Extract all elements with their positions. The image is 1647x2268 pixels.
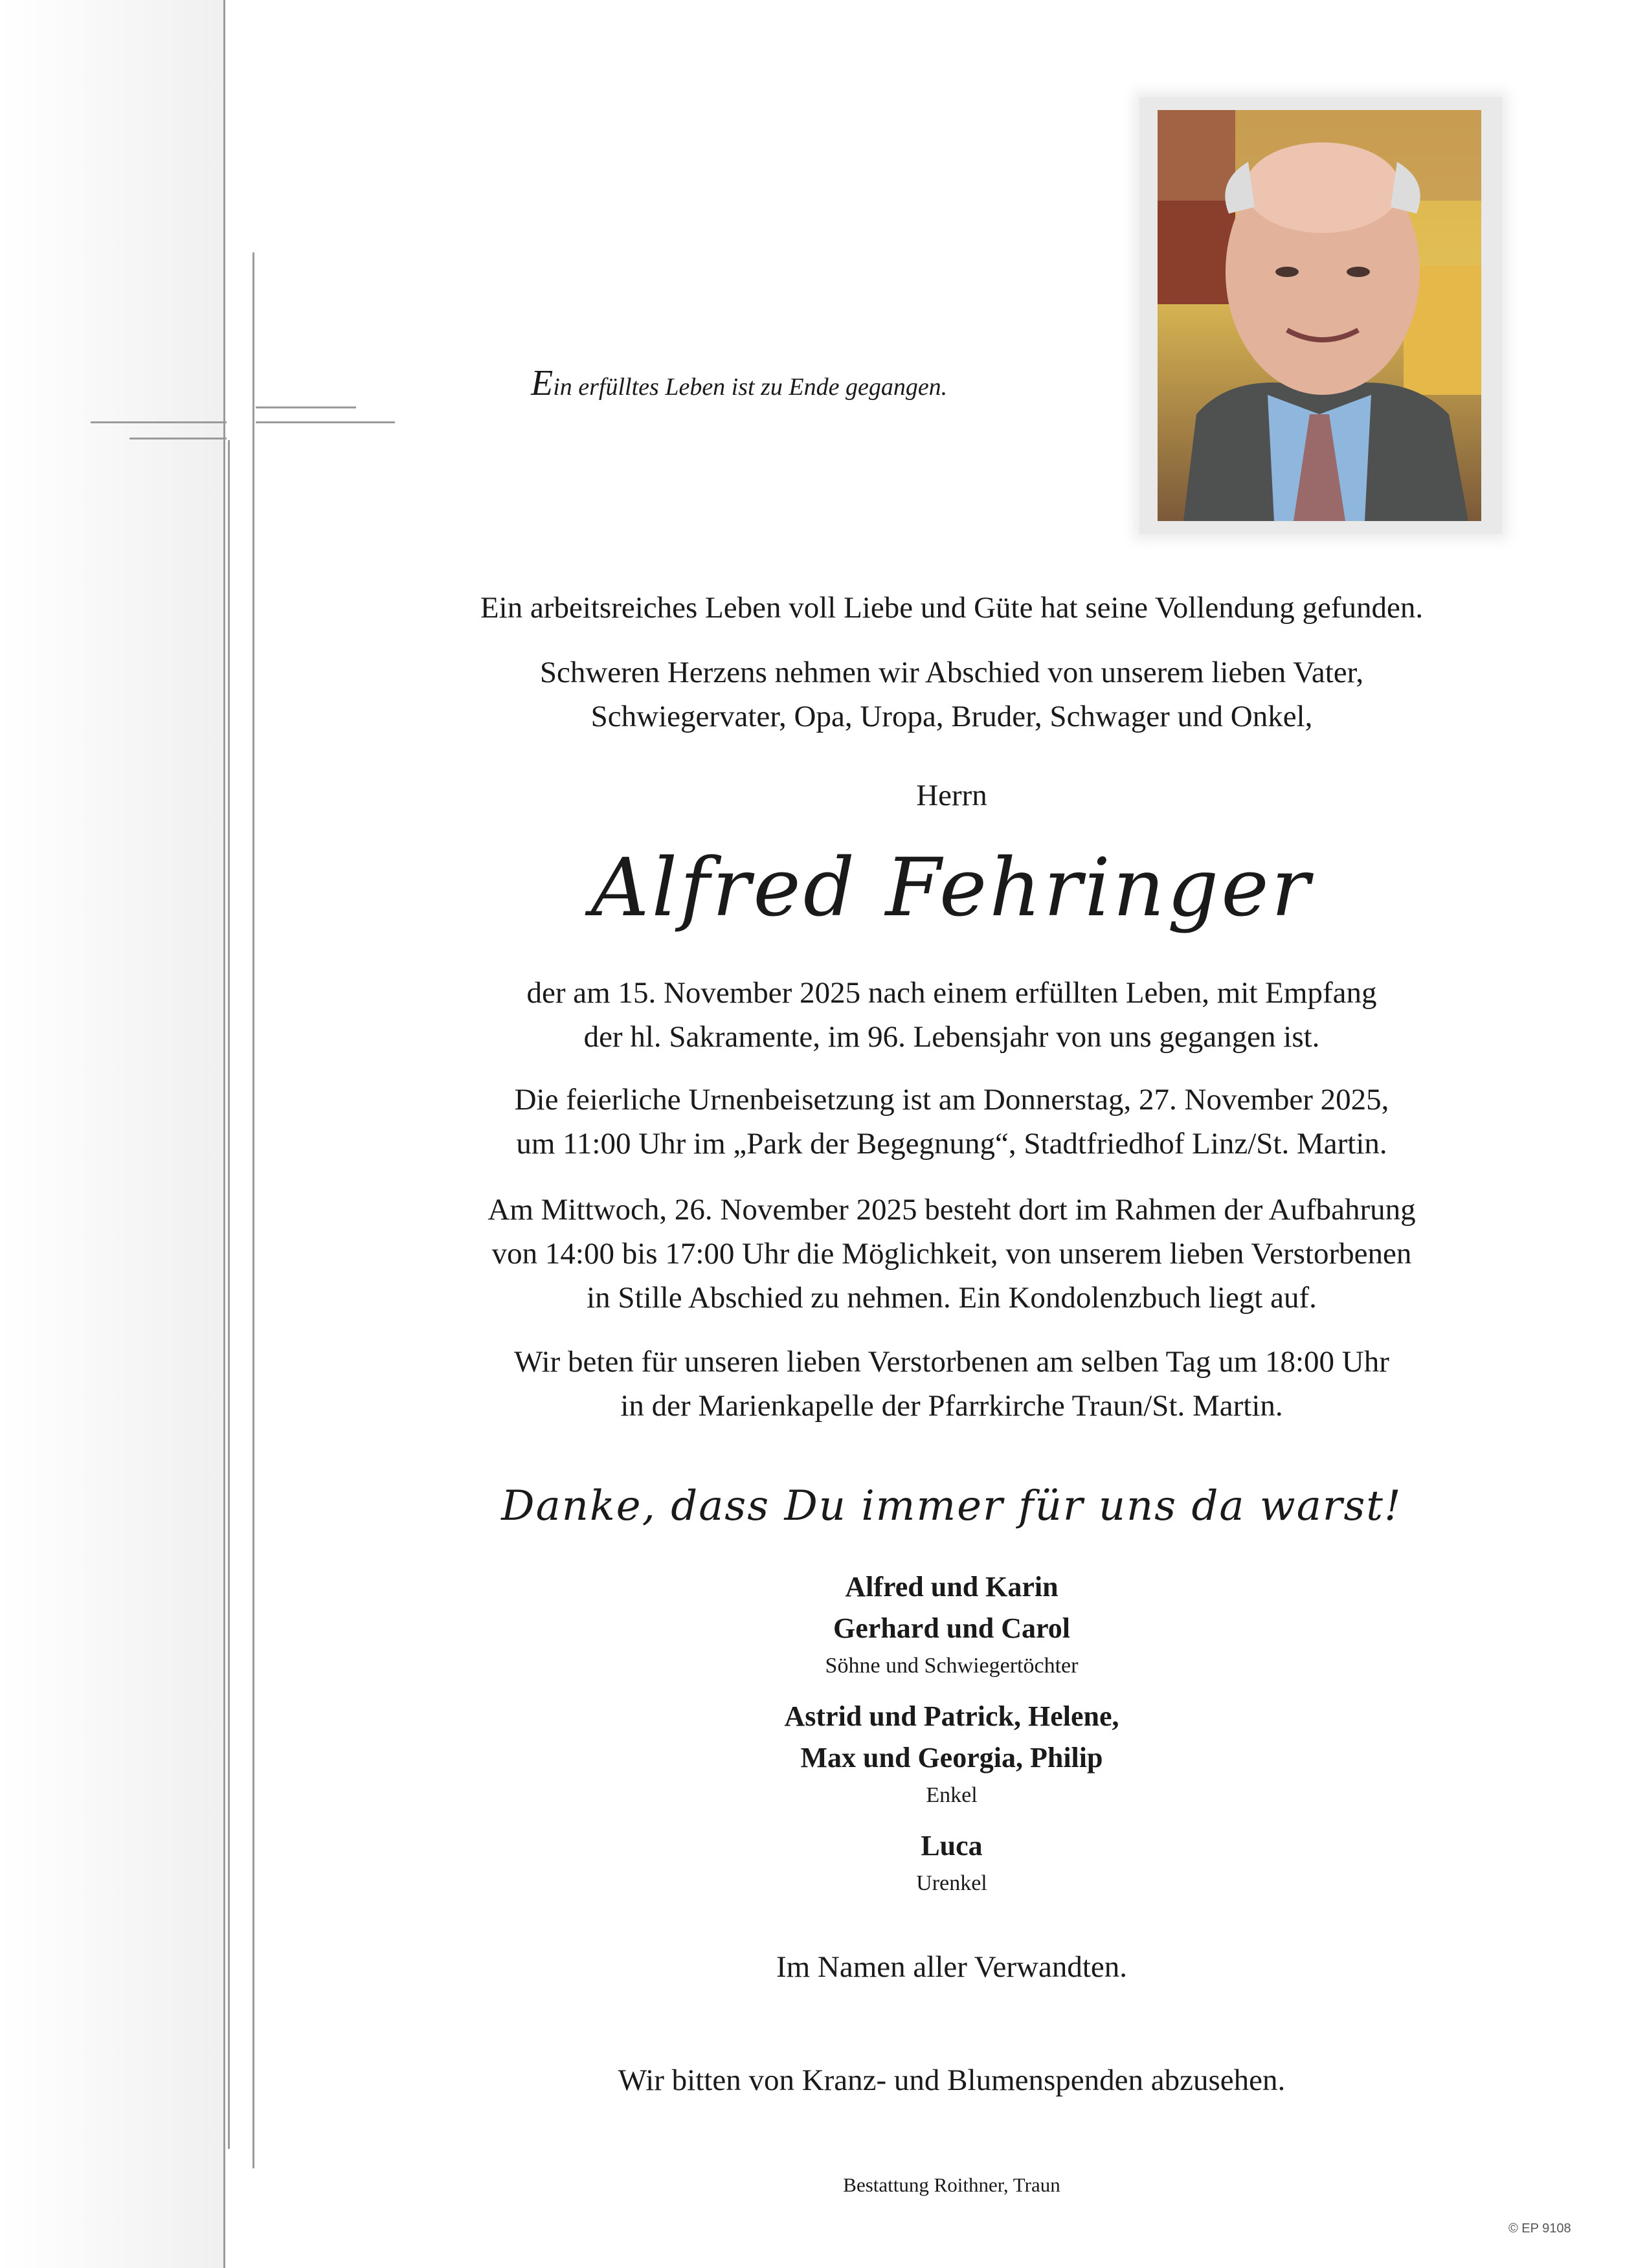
paragraph-life xyxy=(401,586,1502,630)
intro-initial: E xyxy=(531,363,554,403)
donation-request xyxy=(401,2058,1502,2102)
cross-vertical-right xyxy=(252,252,254,2168)
paragraph-death-text: der am 15. November 2025 nach einem erfüllten Leben, mit Empfang der hl. Sakramente, im 96. Lebensjahr von uns gegangen ist. xyxy=(526,976,1377,1054)
portrait-photo xyxy=(1158,110,1481,521)
family-names: Alfred und Karin Gerhard und Carol xyxy=(833,1571,1070,1644)
paragraph-death xyxy=(401,971,1502,1059)
cross-arm-left xyxy=(91,421,227,423)
family-group-grandchildren xyxy=(401,1696,1502,1812)
cross-vertical-left xyxy=(228,440,230,2149)
deceased-name: Alfred Fehringer xyxy=(591,841,1312,935)
thanks-line: Danke, dass Du immer für uns da warst! xyxy=(501,1482,1402,1530)
intro-text: in erfülltes Leben ist zu Ende gegangen. xyxy=(553,373,948,401)
paragraph-prayer-text: Wir beten für unseren lieben Verstorbenen am selben Tag um 18:00 Uhr in der Marienkapelle der Pfarrkirche Traun/St. Martin. xyxy=(514,1345,1389,1423)
intro-quote xyxy=(531,362,1036,404)
paragraph-burial xyxy=(401,1078,1502,1166)
salutation-text: Herrn xyxy=(916,779,987,812)
paragraph-viewing xyxy=(401,1188,1502,1320)
family-group-great-grandchildren xyxy=(401,1825,1502,1900)
paragraph-life-text: Ein arbeitsreiches Leben voll Liebe und Güte hat seine Vollendung gefunden. xyxy=(480,591,1424,625)
paragraph-prayer xyxy=(401,1340,1502,1428)
left-margin-strip xyxy=(0,0,223,2268)
closing xyxy=(401,1945,1502,1989)
portrait-frame xyxy=(1139,97,1502,534)
cross-arm-right xyxy=(256,421,395,423)
family-names: Luca xyxy=(921,1830,983,1862)
family-role: Enkel xyxy=(926,1783,978,1807)
family-role: Söhne und Schwiegertöchter xyxy=(825,1654,1079,1678)
print-code: © EP 9108 xyxy=(1508,2221,1571,2236)
salutation xyxy=(401,773,1502,817)
family-group-sons xyxy=(401,1566,1502,1683)
family-role: Urenkel xyxy=(916,1871,987,1895)
cross-arm-upper xyxy=(256,406,356,408)
margin-rule xyxy=(223,0,225,2268)
paragraph-farewell xyxy=(401,650,1502,739)
closing-text: Im Namen aller Verwandten. xyxy=(776,1950,1128,1984)
undertaker: Bestattung Roithner, Traun xyxy=(843,2174,1060,2196)
donation-request-text: Wir bitten von Kranz- und Blumenspenden abzusehen. xyxy=(618,2063,1286,2097)
paragraph-viewing-text: Am Mittwoch, 26. November 2025 besteht dort im Rahmen der Aufbahrung von 14:00 bis 17:00 Uhr die Möglichkeit, von unserem lieben Verstorbenen in Stille Abschied zu nehmen. Ein Kondolenzbuch liegt auf. xyxy=(487,1193,1416,1315)
family-names: Astrid und Patrick, Helene, Max und Georgia, Philip xyxy=(784,1700,1119,1773)
paragraph-burial-text: Die feierliche Urnenbeisetzung ist am Donnerstag, 27. November 2025, um 11:00 Uhr im „Park der Begegnung“, Stadtfriedhof Linz/St. Martin. xyxy=(514,1083,1389,1161)
paragraph-farewell-text: Schweren Herzens nehmen wir Abschied von unserem lieben Vater, Schwiegervater, Opa, Uropa, Bruder, Schwager und Onkel, xyxy=(539,656,1364,733)
cross-arm-lower xyxy=(129,438,227,439)
